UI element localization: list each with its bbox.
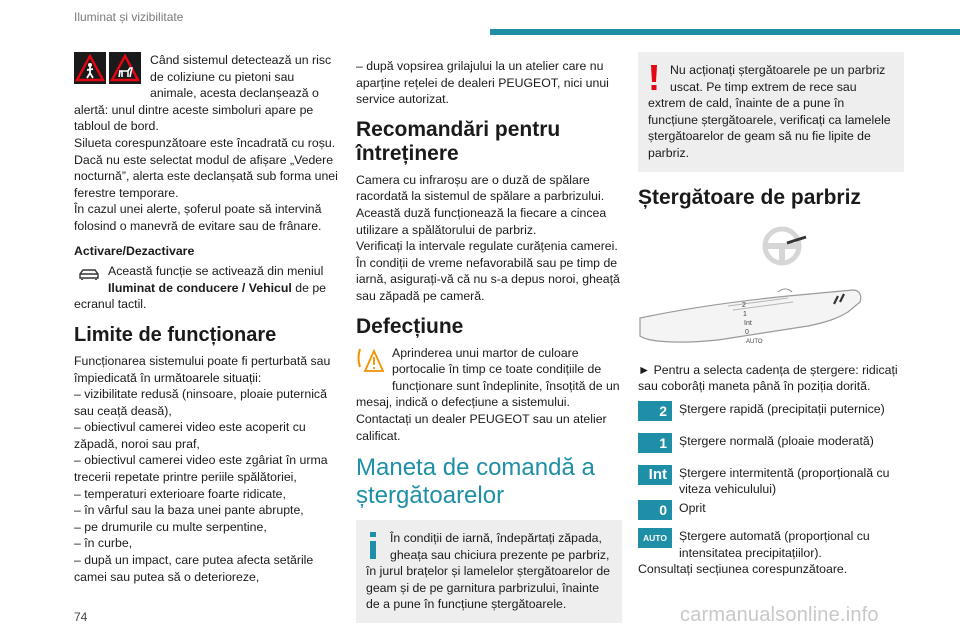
intro-text-2: Silueta corespunzătoare este încadrată cu roșu.: [74, 135, 336, 150]
fault-paragraph: [356, 345, 622, 411]
intro-text-3: Dacă nu este selectat modul de afișare „Vedere nocturnă”, alerta este declanșată sub forma unei ferestre temporare.: [74, 152, 338, 200]
activation-paragraph: [74, 263, 342, 313]
lever-label-2: 2: [742, 301, 746, 309]
fault-heading: Defecțiune: [356, 314, 464, 338]
fault-text-2: Contactați un dealer PEUGEOT sau un atelier calificat.: [356, 411, 607, 443]
select-instructions: ► Pentru a selecta cadența de ștergere: ridicați sau coborâți maneta până în poziția dorită.: [638, 362, 898, 394]
limits-continued: – după vopsirea grilajului la un atelier care nu aparține rețelei de dealeri PEUGEOT, nici unui service autorizat.: [356, 59, 609, 107]
steering-wheel-icon: [758, 224, 808, 270]
wiper-step-normal: [638, 433, 904, 453]
lever-label-int: Int: [744, 319, 752, 327]
intro-text: Când sistemul detectează un risc de coliziune cu pietoni sau animale, acesta declanșează o alertă: unul dintre aceste simboluri apare pe tabloul de bord.: [74, 53, 332, 134]
car-icon: [78, 267, 100, 286]
step-badge-0: 0: [638, 500, 672, 520]
wiper-step-intermittent: [638, 465, 904, 498]
limit-item: – obiectivul camerei video este acoperit cu zăpadă, noroi sau praf,: [74, 420, 306, 451]
wiper-step-off: [638, 500, 904, 520]
watermark: carmanualsonline.info: [680, 604, 879, 626]
warning-box: [638, 52, 904, 172]
column-1: [74, 52, 342, 585]
header-title: Iluminat și vizibilitate: [74, 10, 184, 24]
wiper-lever-section-title: Maneta de comandă a ștergătoarelor: [356, 454, 595, 510]
lever-label-1: 1: [743, 310, 747, 318]
info-box: [356, 520, 622, 623]
step-text: Ștergere normală (ploaie moderată): [679, 433, 874, 448]
alert-icons: [74, 52, 144, 84]
wiper-heading: Ștergătoare de parbriz: [638, 185, 861, 209]
step-badge-int: Int: [638, 465, 672, 485]
step-badge-auto: AUTO: [638, 528, 672, 548]
maintenance-text-1: Camera cu infraroșu are o duză de spălare racordată la sistemul de spălare a parbrizului. Această duză funcționează la fiecare a cincea utilizare a spălătorului de parbriz.: [356, 172, 607, 237]
limit-item: – vizibilitate redusă (ninsoare, ploaie puternică sau ceață deasă),: [74, 387, 327, 418]
step-text: Ștergere intermitentă (proporțională cu viteza vehiculului): [679, 465, 890, 497]
activation-menu-path: Iluminat de conducere / Vehicul: [108, 280, 292, 295]
fault-warning-icon: [356, 347, 384, 378]
limits-intro: Funcționarea sistemului poate fi perturbată sau împiedicată în următoarele situații:: [74, 353, 331, 385]
step-text: Ștergere rapidă (precipitații puternice): [679, 401, 885, 416]
activation-text-b: de pe ecranul tactil.: [74, 280, 327, 312]
info-icon: [366, 530, 382, 562]
activation-text-a: Această funcție se activează din meniul: [108, 264, 324, 279]
lever-label-0: 0: [745, 328, 749, 336]
lever-label-auto: AUTO: [746, 338, 763, 345]
wiper-step-fast: [638, 401, 904, 421]
column-3: [638, 52, 904, 578]
animal-alert-icon: [109, 52, 141, 84]
fault-text-1: Aprinderea unui martor de culoare portocalie în timp ce toate condițiile de funcționare sunt îndeplinite, însoțită de un mesaj, indică o defecțiune a sistemului.: [356, 345, 620, 410]
limit-item: – temperaturi exterioare foarte ridicate,: [74, 486, 286, 501]
limit-item: – în vârful sau la baza unei pante abrupte,: [74, 503, 304, 518]
maintenance-text-2: Verificați la intervale regulate curățenia camerei. În condiții de vreme nefavorabilă sau pe timp de iarnă, asigurați-vă că nu s-a depus noroi, gheață sau zăpadă pe cameră.: [356, 239, 620, 303]
intro-text-4: În cazul unei alerte, șoferul poate să intervină folosind o manevră de evitare sau de frânare.: [74, 202, 322, 233]
limit-item: – pe drumurile cu multe serpentine,: [74, 519, 267, 534]
limit-item: – obiectivul camerei video este zgâriat în urma trecerii repetate printre periile spălătoriei,: [74, 453, 328, 485]
header-bar: [490, 29, 960, 35]
activation-title: Activare/Dezactivare: [74, 243, 195, 258]
pedestrian-alert-icon: [74, 52, 106, 84]
maintenance-heading: Recomandări pentru întreținere: [356, 117, 561, 165]
limit-item: – după un impact, care putea afecta setările camei sau putea să o deterioreze,: [74, 553, 314, 584]
exclamation-icon: [648, 62, 662, 94]
step-badge-1: 1: [638, 433, 672, 453]
consult-text: Consultați secțiunea corespunzătoare.: [638, 562, 848, 577]
warning-box-text: Nu acționați ștergătoarele pe un parbriz uscat. Pe timp extrem de rece sau extrem de cald, înainte de a pune în funcțiune ștergătoarele, verificați ca lamelele ștergătoarelor de geam să nu fie lipite de parbriz.: [648, 63, 891, 160]
info-box-text: În condiții de iarnă, îndepărtați zăpada, gheața sau chiciura prezente pe parbriz, în jurul brațelor și lamelelor ștergătoarelor de geam și de pe garnitura parbrizului, înainte de a pune în funcțiune ștergătoarele.: [366, 531, 611, 612]
wiper-lever-illustration: [638, 282, 863, 352]
limit-item: – în curbe,: [74, 536, 133, 551]
wiper-step-auto: [638, 528, 904, 561]
step-text: Ștergere automată (proporțional cu intensitatea precipitațiilor).: [679, 528, 870, 560]
step-badge-2: 2: [638, 401, 672, 421]
page-number: 74: [74, 610, 88, 624]
limits-heading: Limite de funcționare: [74, 323, 277, 346]
step-text: Oprit: [679, 500, 706, 515]
column-2: [356, 58, 622, 631]
